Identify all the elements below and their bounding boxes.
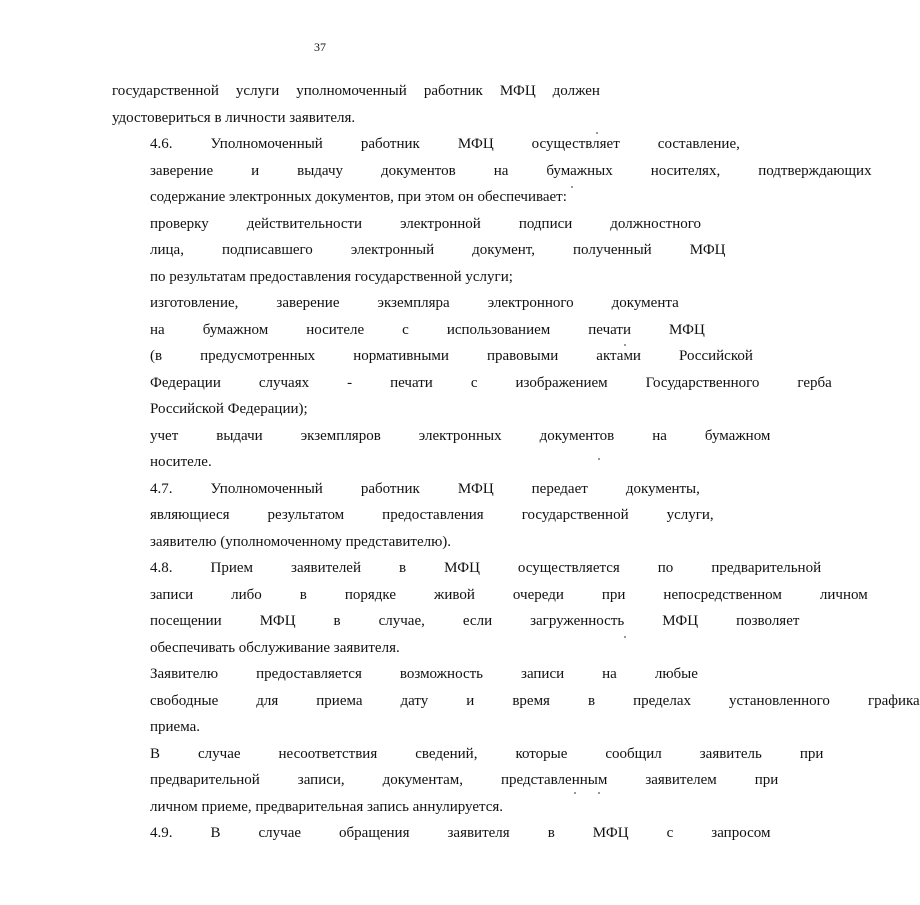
text-line [112,158,872,185]
word: личном приеме, предварительная запись аннулируется. [150,798,504,815]
word: подписи [518,215,573,232]
word: установленного [728,692,830,709]
text-line [112,131,740,158]
word: предусмотренных [200,348,316,364]
word: случае, [378,613,425,629]
word: представленным [501,772,608,788]
text-line [112,449,600,476]
word: Прием [210,560,254,576]
word: заверение [150,162,214,179]
word: электронный [350,242,435,258]
word: передает [531,480,588,497]
word: проверку [150,215,209,232]
word: в [547,825,555,841]
word: предоставления [382,507,484,523]
word: Уполномоченный [210,480,323,497]
word: случае [198,745,241,762]
word: печати [390,374,433,391]
scan-speck [624,636,626,638]
word: документы, [625,480,700,497]
word: государственной [112,83,219,99]
word: МФЦ [259,613,296,629]
text-line [112,794,600,821]
word: на [150,321,165,338]
word: (в [150,348,163,364]
word: с [402,321,409,338]
word: графика [867,692,920,709]
word: предварительной [150,772,260,788]
word: нормативными [353,348,449,364]
paragraph [112,211,726,291]
paragraph [112,820,771,847]
word: носителе [306,321,365,338]
word: приема [316,692,363,709]
word: МФЦ [668,321,705,338]
word: электронной [400,215,481,232]
word: возможность [399,666,484,682]
word: осуществляет [531,136,620,152]
text-line [112,767,779,794]
text-line [112,688,920,715]
word: записи [521,666,565,682]
paragraph [112,661,920,741]
word: результатом [267,507,345,523]
word: бумажном [202,321,269,338]
word: и [251,162,260,179]
word: в [587,692,596,709]
paragraph [112,476,714,556]
word: государственной [521,507,629,523]
word: должностного [610,215,701,232]
word: бумажных [546,162,613,179]
word: записи, [297,772,345,788]
word: и [466,692,475,709]
word: печати [588,321,631,338]
word: время [512,692,550,709]
word: для [256,692,279,709]
word: работник [360,480,420,497]
word: по [657,560,674,576]
scan-speck [598,458,600,460]
word: свободные [150,692,219,709]
text-line [112,237,726,264]
word: сведений, [415,745,478,762]
word: живой [434,586,475,603]
word: МФЦ [592,825,629,841]
word: 4.7. [150,480,173,497]
word: работник [360,136,420,152]
word: документа [611,295,679,311]
text-line [112,608,800,635]
word: случаях [258,374,310,391]
word: сообщил [605,745,662,762]
word: Российской [678,348,753,364]
word: актами [596,348,641,364]
text-line [112,635,600,662]
word: 4.9. [150,825,173,841]
word: МФЦ [499,83,536,99]
word: МФЦ [662,613,699,629]
text-line [112,582,868,609]
word: полученный [573,242,652,258]
word: на [652,427,667,444]
text-line [112,211,701,238]
word: на [493,162,509,179]
word: герба [797,374,832,391]
page-number: 37 [314,40,326,54]
word: использованием [446,321,551,338]
word: МФЦ [444,560,480,576]
word: запросом [711,825,771,841]
word: заявителю (уполномоченному представителю). [150,533,452,550]
word: 4.8. [150,560,173,576]
word: экземпляра [377,295,450,311]
word: работник [423,83,483,99]
word: в [399,560,407,576]
text-line [112,264,600,291]
word: приема. [150,719,201,735]
text-line [112,78,600,105]
word: изображением [515,374,608,391]
text-line [112,741,824,768]
word: заверение [276,295,340,311]
text-line [112,820,771,847]
text-line [112,423,771,450]
word: в [333,613,341,629]
word: удостовериться в личности заявителя. [112,109,356,126]
word: должен [552,83,600,99]
text-line [112,396,600,423]
word: личном [819,586,868,603]
text-line [112,714,600,741]
word: заявитель [699,745,762,762]
word: экземпляров [300,427,381,444]
word: порядке [344,586,397,603]
word: изготовление, [150,295,239,311]
text-line [112,290,679,317]
word: действительности [246,215,363,232]
word: в [299,586,307,603]
word: выдачи [216,427,263,444]
word: услуги [235,83,280,99]
word: при [754,772,779,788]
word: Федерации [150,374,221,391]
paragraph [112,78,600,131]
word: МФЦ [457,136,494,152]
word: непосредственном [663,586,782,603]
word: дату [400,692,429,709]
word: предоставляется [256,666,362,682]
word: несоответствия [278,745,378,762]
text-line [112,317,705,344]
word: заявителем [645,772,717,788]
word: с [666,825,674,841]
word: документам, [382,772,463,788]
word: носителе. [150,454,212,470]
word: В [150,745,161,762]
word: предварительной [711,560,822,576]
word: - [347,374,353,391]
word: уполномоченный [296,83,407,99]
word: посещении [150,613,222,629]
word: обращения [339,825,410,841]
paragraph [112,555,868,661]
word: если [462,613,493,629]
word: документов [539,427,615,444]
word: позволяет [736,613,800,629]
text-line [112,529,600,556]
word: МФЦ [689,242,726,258]
word: заявителей [291,560,361,576]
word: подписавшего [221,242,313,258]
word: МФЦ [457,480,494,497]
word: при [601,586,626,603]
word: электронных [418,427,502,444]
word: записи [150,586,194,603]
word: обеспечивать обслуживание заявителя. [150,639,400,656]
word: по результатам предоставления государственной услуги; [150,268,513,285]
word: заявителя [447,825,510,841]
word: любые [654,666,698,682]
text-line [112,476,700,503]
scan-speck [574,792,576,794]
scan-speck [624,344,626,346]
word: лица, [150,242,184,258]
word: учет [150,427,179,444]
word: Государственного [645,374,760,391]
word: подтверждающих [758,162,872,179]
text-line [112,502,714,529]
word: с [470,374,478,391]
text-line [112,661,698,688]
word: на [602,666,617,682]
word: правовыми [486,348,559,364]
word: осуществляется [517,560,620,576]
text-line [112,184,600,211]
word: В [210,825,221,841]
text-line [112,105,600,132]
text-line [112,555,822,582]
word: являющиеся [150,507,230,523]
word: Уполномоченный [210,136,323,152]
word: случае [258,825,302,841]
paragraph [112,741,824,821]
word: загруженность [530,613,625,629]
word: содержание электронных документов, при этом он обеспечивает: [150,189,567,205]
text-line [112,343,753,370]
word: услуги, [666,507,714,523]
word: составление, [657,136,740,152]
paragraph [112,423,771,476]
document-body [112,78,920,847]
word: документов [381,162,456,179]
word: носителях, [650,162,721,179]
word: электронного [487,295,574,311]
word: которые [515,745,568,762]
word: пределах [633,692,691,709]
word: либо [231,586,262,603]
word: бумажном [704,427,771,444]
word: выдачу [297,162,344,179]
word: Российской Федерации); [150,401,308,417]
word: 4.6. [150,136,173,152]
paragraph [112,131,872,211]
paragraph [112,290,832,423]
word: Заявителю [150,666,219,682]
word: очереди [512,586,564,603]
text-line [112,370,832,397]
scan-speck [571,186,573,188]
word: документ, [472,242,535,258]
scan-speck [596,132,598,134]
word: при [799,745,824,762]
scan-speck [598,792,600,794]
